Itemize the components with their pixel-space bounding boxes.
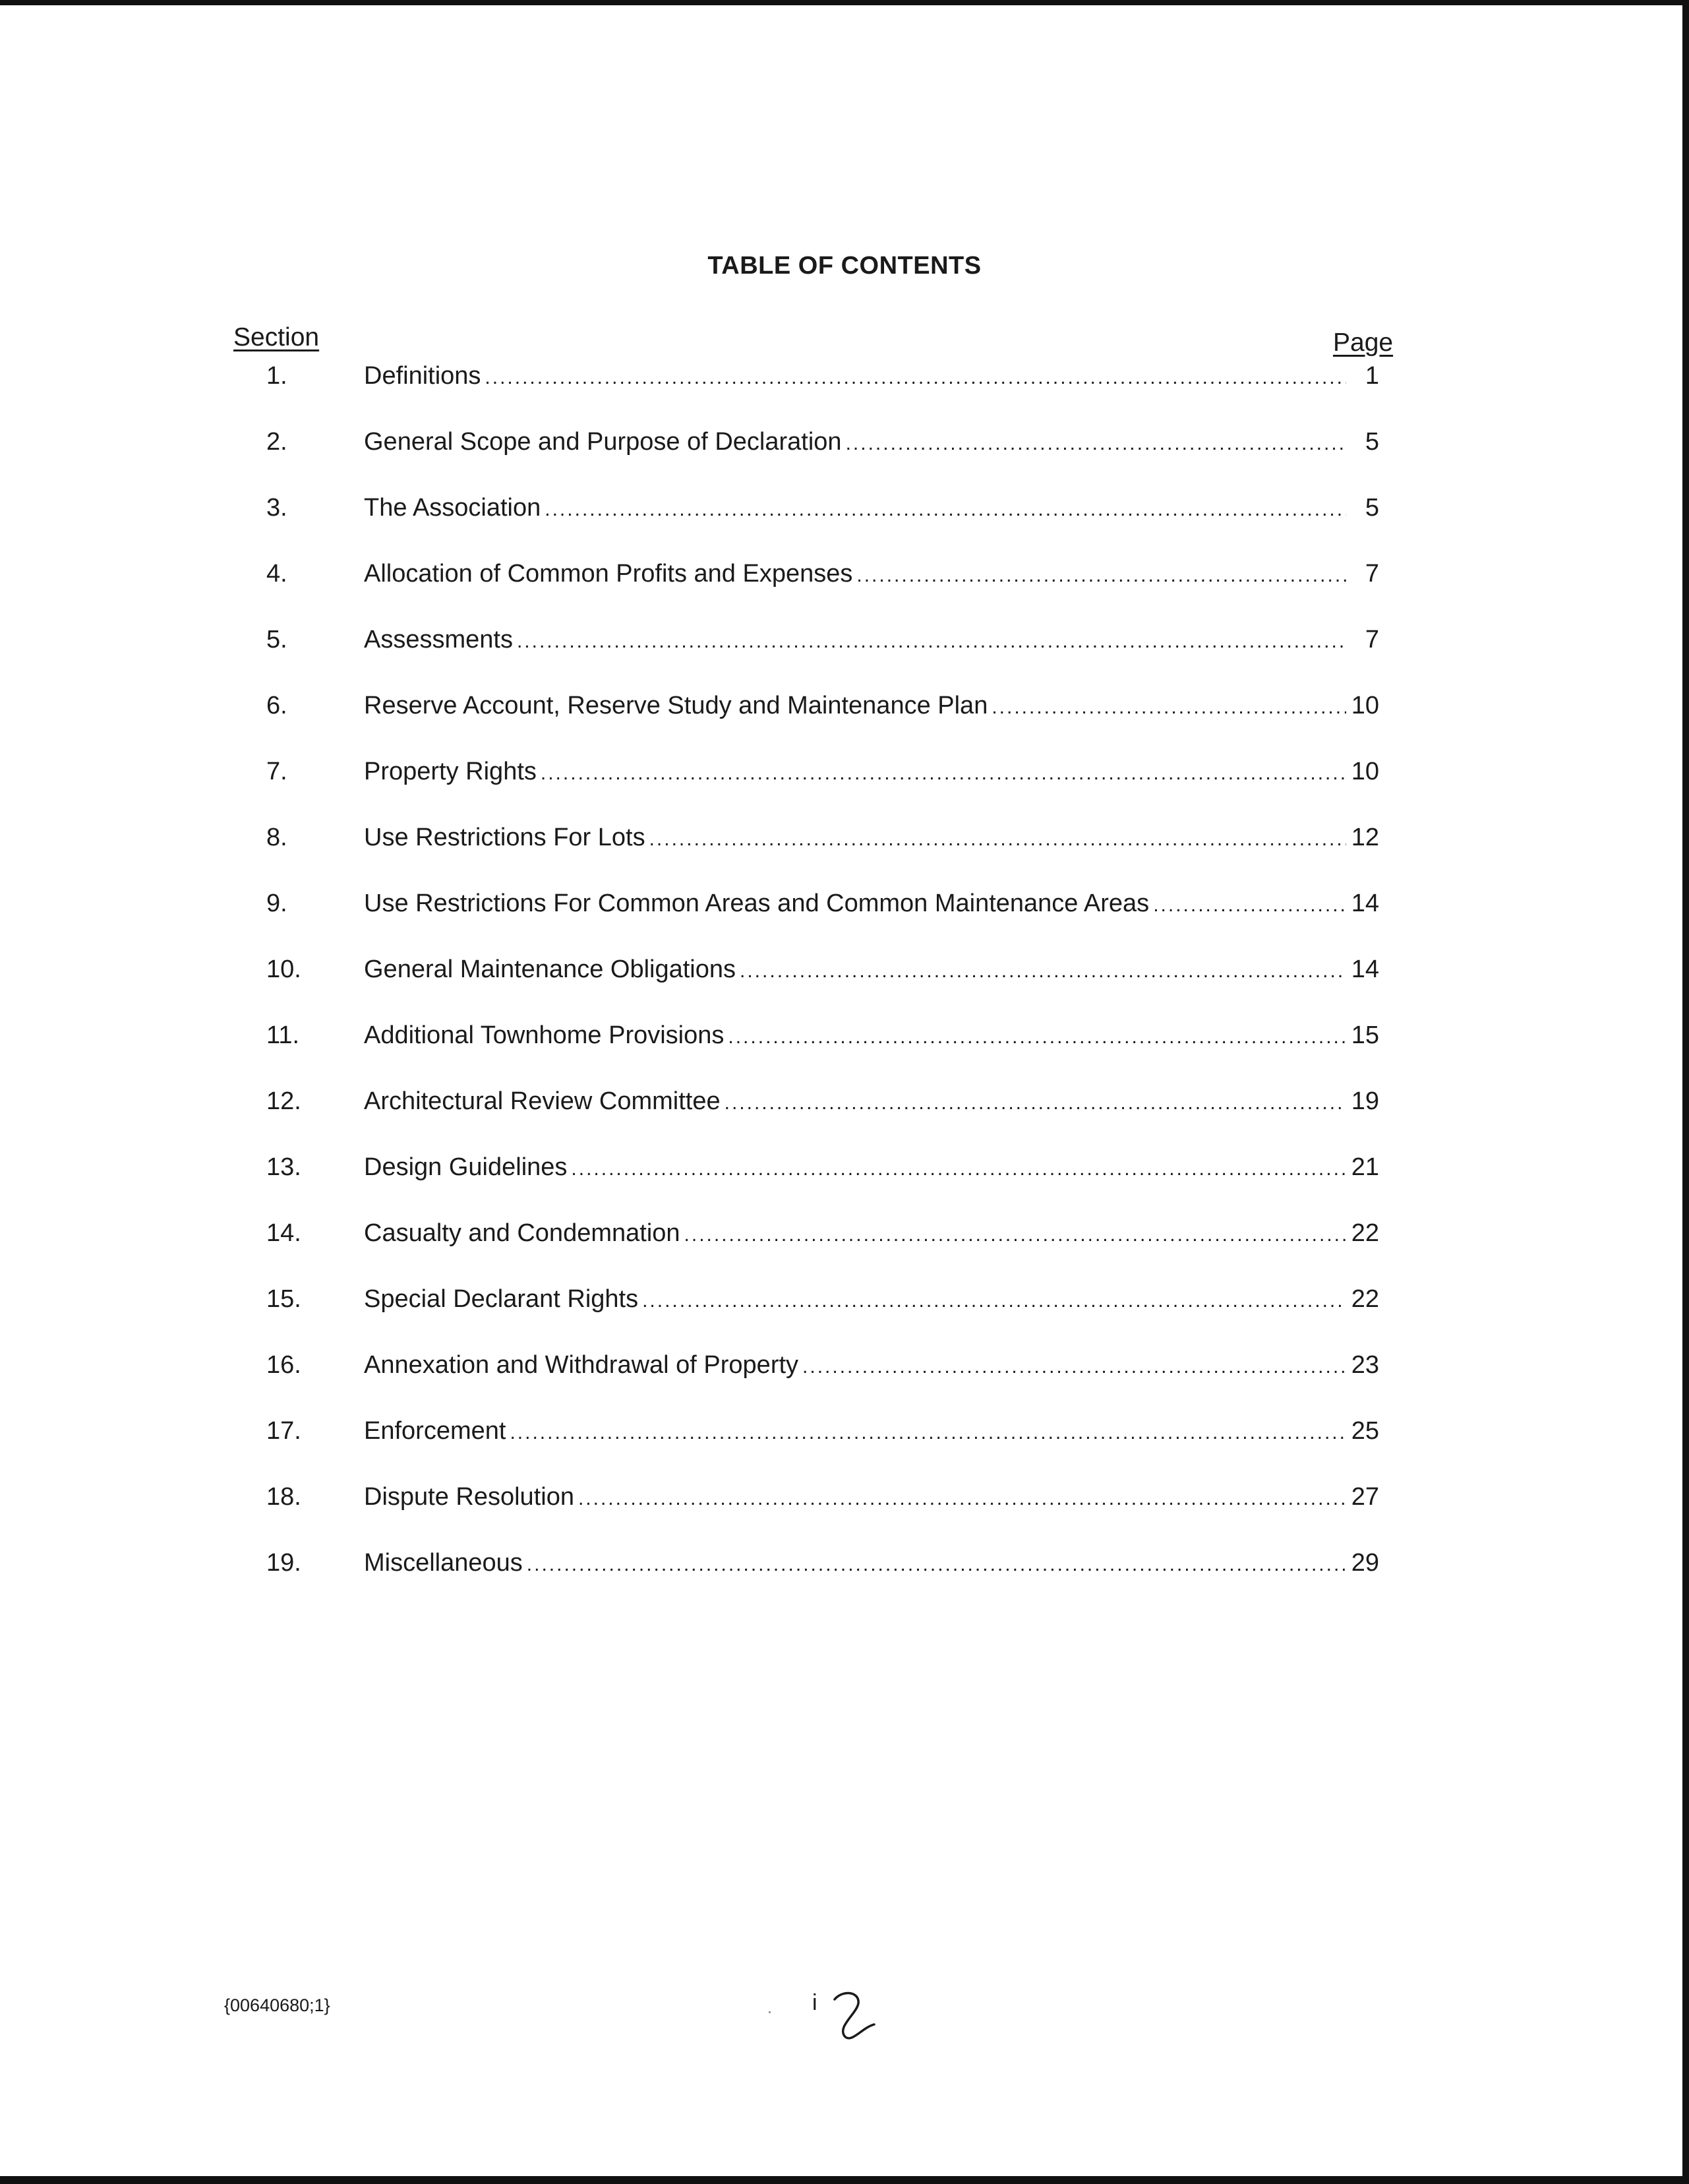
toc-entry xyxy=(0,818,1689,857)
toc-entry-page: 14 xyxy=(1351,956,1379,983)
toc-entry-page: 7 xyxy=(1365,560,1379,588)
toc-entry-page: 22 xyxy=(1351,1285,1379,1313)
toc-entry-number: 13. xyxy=(266,1153,301,1181)
toc-entry xyxy=(0,1543,1689,1583)
toc-entry-title: The Association xyxy=(364,494,541,522)
toc-entry-title: Assessments xyxy=(364,626,513,653)
dot-leader xyxy=(992,688,1346,727)
dot-leader xyxy=(649,820,1346,859)
toc-entry-number: 18. xyxy=(266,1483,301,1511)
scan-border-bottom xyxy=(0,2176,1689,2184)
dot-leader xyxy=(578,1479,1346,1519)
toc-entry xyxy=(0,1147,1689,1187)
toc-entry-number: 19. xyxy=(266,1549,301,1577)
dot-leader xyxy=(527,1545,1346,1585)
toc-entry-title: General Maintenance Obligations xyxy=(364,956,736,983)
toc-entry-title: General Scope and Purpose of Declaration xyxy=(364,428,842,456)
dot-leader xyxy=(846,424,1346,464)
toc-entry-title: Annexation and Withdrawal of Property xyxy=(364,1351,799,1379)
scan-speck xyxy=(769,2011,771,2013)
toc-entry xyxy=(0,686,1689,725)
toc-entry-page: 1 xyxy=(1365,362,1379,390)
toc-entry-title: Use Restrictions For Common Areas and Common Maintenance Areas xyxy=(364,890,1150,917)
toc-entry-title: Reserve Account, Reserve Study and Maintenance Plan xyxy=(364,692,988,719)
toc-entry-number: 11. xyxy=(266,1021,300,1049)
toc-entry-number: 5. xyxy=(266,626,287,653)
dot-leader xyxy=(510,1413,1346,1453)
toc-entry-number: 3. xyxy=(266,494,287,522)
toc-entry xyxy=(0,620,1689,659)
toc-entry xyxy=(0,1081,1689,1121)
dot-leader xyxy=(725,1083,1346,1123)
dot-leader xyxy=(740,952,1346,991)
dot-leader xyxy=(802,1347,1346,1387)
toc-entry-number: 16. xyxy=(266,1351,301,1379)
toc-entry-number: 15. xyxy=(266,1285,301,1313)
toc-entry-page: 29 xyxy=(1351,1549,1379,1577)
toc-entry-page: 23 xyxy=(1351,1351,1379,1379)
dot-leader xyxy=(642,1281,1346,1321)
dot-leader xyxy=(684,1215,1346,1255)
scan-border-top xyxy=(0,0,1689,5)
toc-entry xyxy=(0,1279,1689,1319)
toc-entry xyxy=(0,1016,1689,1055)
toc-entry-title: Property Rights xyxy=(364,758,537,785)
toc-entry xyxy=(0,488,1689,528)
toc-entry-page: 5 xyxy=(1365,494,1379,522)
dot-leader xyxy=(517,622,1346,661)
toc-entry xyxy=(0,950,1689,989)
page-title: TABLE OF CONTENTS xyxy=(707,252,982,280)
dot-leader xyxy=(571,1149,1346,1189)
toc-entry-number: 17. xyxy=(266,1417,301,1445)
dot-leader xyxy=(1153,886,1346,925)
toc-entry-number: 8. xyxy=(266,824,287,851)
toc-entry-title: Enforcement xyxy=(364,1417,506,1445)
toc-entry-page: 14 xyxy=(1351,890,1379,917)
toc-entry-number: 7. xyxy=(266,758,287,785)
dot-leader xyxy=(545,490,1346,530)
toc-entry-page: 21 xyxy=(1351,1153,1379,1181)
toc-entry-number: 2. xyxy=(266,428,287,456)
toc-entry xyxy=(0,1345,1689,1385)
toc-entry xyxy=(0,884,1689,923)
toc-entry-title: Casualty and Condemnation xyxy=(364,1219,680,1247)
toc-entry-title: Architectural Review Committee xyxy=(364,1087,721,1115)
toc-entry-number: 9. xyxy=(266,890,287,917)
handwritten-page-mark xyxy=(828,1985,881,2044)
toc-entry-page: 25 xyxy=(1351,1417,1379,1445)
toc-entry-title: Definitions xyxy=(364,362,481,390)
toc-entry-page: 15 xyxy=(1351,1021,1379,1049)
toc-entry-title: Special Declarant Rights xyxy=(364,1285,639,1313)
document-id: {00640680;1} xyxy=(224,1995,330,2015)
toc-entry xyxy=(0,1477,1689,1517)
dot-leader xyxy=(485,358,1346,398)
toc-entry-page: 7 xyxy=(1365,626,1379,653)
toc-entry-page: 19 xyxy=(1351,1087,1379,1115)
toc-entry xyxy=(0,554,1689,593)
toc-entry-number: 12. xyxy=(266,1087,301,1115)
toc-entry-title: Additional Townhome Provisions xyxy=(364,1021,725,1049)
toc-entry xyxy=(0,356,1689,396)
toc-entry-title: Use Restrictions For Lots xyxy=(364,824,645,851)
page-number: i xyxy=(812,1990,817,2015)
toc-entry-number: 1. xyxy=(266,362,287,390)
toc-entry xyxy=(0,752,1689,791)
toc-entry-page: 10 xyxy=(1351,692,1379,719)
section-column-header: Section xyxy=(233,323,320,351)
dot-leader xyxy=(856,556,1346,595)
toc-entry-title: Miscellaneous xyxy=(364,1549,523,1577)
toc-entry xyxy=(0,1411,1689,1451)
toc-entry-title: Allocation of Common Profits and Expenses xyxy=(364,560,853,588)
toc-entry-number: 10. xyxy=(266,956,301,983)
dot-leader xyxy=(728,1017,1346,1057)
toc-entry-number: 6. xyxy=(266,692,287,719)
toc-entry xyxy=(0,1213,1689,1253)
toc-entry-number: 14. xyxy=(266,1219,301,1247)
toc-entry-number: 4. xyxy=(266,560,287,588)
dot-leader xyxy=(541,754,1346,793)
toc-entry-title: Design Guidelines xyxy=(364,1153,568,1181)
toc-entry-page: 27 xyxy=(1351,1483,1379,1511)
toc-entry-page: 5 xyxy=(1365,428,1379,456)
toc-entry-page: 10 xyxy=(1351,758,1379,785)
toc-entry xyxy=(0,422,1689,462)
toc-entry-title: Dispute Resolution xyxy=(364,1483,574,1511)
toc-entry-page: 22 xyxy=(1351,1219,1379,1247)
toc-entry-page: 12 xyxy=(1351,824,1379,851)
page-column-header: Page xyxy=(1333,328,1394,357)
